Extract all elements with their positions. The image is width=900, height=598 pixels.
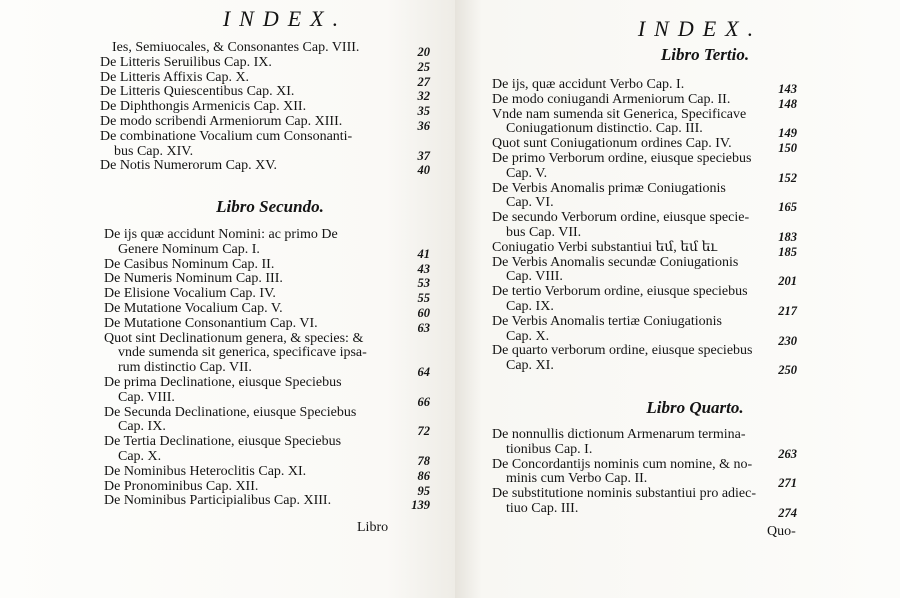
index-entry — [104, 404, 430, 439]
entry-title: De Verbis Anomalis primæ Coniugationis — [492, 180, 726, 196]
index-entry — [492, 150, 797, 185]
index-entry — [100, 99, 430, 119]
index-entry — [492, 77, 797, 96]
page-number: 165 — [778, 200, 797, 215]
entry-title-continuation: Cap. VI. — [506, 195, 554, 211]
page-number: 63 — [417, 320, 430, 335]
index-entry — [492, 486, 797, 520]
entry-title: De Concordantijs nominis cum nomine, & no- — [492, 456, 753, 472]
page-number: 86 — [417, 468, 430, 483]
page-number: 43 — [417, 261, 430, 276]
page-number: 32 — [417, 89, 430, 104]
index-entry — [104, 374, 430, 409]
entry-title: De Litteris Affixis Cap. X. — [100, 69, 250, 85]
entry-title-continuation: Genere Nominum Cap. I. — [118, 241, 260, 257]
index-entry — [100, 113, 430, 133]
entry-title: De Casibus Nominum Cap. II. — [104, 256, 275, 272]
entry-title: De Tertia Declinatione, eiusque Speciebus — [104, 434, 342, 450]
entry-title: De Pronominibus Cap. XII. — [104, 478, 259, 494]
page-number: 66 — [417, 394, 430, 409]
entry-title-continuation: Cap. IX. — [118, 419, 166, 435]
entry-title: De Nominibus Heteroclitis Cap. XI. — [104, 463, 307, 479]
entry-title: Vnde nam sumenda sit Generica, Specificave — [492, 106, 747, 122]
page-number: 150 — [778, 141, 797, 156]
page-number: 72 — [417, 424, 430, 439]
index-entry — [104, 463, 430, 483]
index-entry — [100, 128, 430, 163]
page-number: 53 — [417, 276, 430, 291]
page-number: 185 — [778, 244, 797, 259]
page-number: 183 — [778, 229, 797, 244]
index-entry — [104, 330, 430, 380]
catchword: Libro — [357, 520, 389, 535]
page-number: 20 — [417, 45, 430, 59]
entry-title: De Mutatione Consonantium Cap. VI. — [104, 315, 318, 331]
entry-title: De Litteris Seruilibus Cap. IX. — [100, 54, 272, 70]
index-entry — [104, 227, 430, 261]
page-number: 27 — [417, 74, 430, 89]
index-entry — [492, 91, 797, 111]
entry-title-continuation: Cap. XI. — [506, 358, 554, 374]
page-number: 149 — [778, 126, 797, 141]
entry-title-continuation: Coniugationum distinctio. Cap. III. — [506, 121, 703, 137]
index-entry — [104, 493, 430, 513]
entry-title: De Verbis Anomalis tertiæ Coniugationis — [492, 313, 722, 329]
entry-title: De modo coniugandi Armeniorum Cap. II. — [492, 91, 731, 107]
index-entry — [492, 136, 797, 156]
entry-title: De Mutatione Vocalium Cap. V. — [104, 300, 283, 316]
entry-title: De Elisione Vocalium Cap. IV. — [104, 286, 276, 302]
entry-title-continuation: Cap. V. — [506, 165, 548, 181]
page-number: 55 — [417, 291, 430, 306]
index-entry — [100, 69, 430, 89]
page-number: 152 — [778, 170, 797, 185]
entry-title-continuation: Cap. VIII. — [506, 269, 563, 285]
entry-title-continuation: bus Cap. VII. — [506, 224, 582, 240]
index-entry — [492, 284, 797, 318]
index-list-book-2 — [104, 227, 430, 513]
page-number: 143 — [778, 82, 797, 96]
entry-title: De Nominibus Participialibus Cap. XIII. — [104, 493, 332, 509]
index-entry — [104, 315, 430, 335]
entry-title: De Numeris Nominum Cap. III. — [104, 271, 283, 287]
entry-title: Coniugatio Verbi substantiui եմ, եմ եւ — [492, 239, 718, 255]
index-entry — [104, 478, 430, 498]
index-entry — [492, 427, 797, 461]
section-heading-libro-quarto: Libro Quarto. — [646, 398, 744, 417]
entry-title: De prima Declinatione, eiusque Speciebus — [104, 374, 342, 390]
entry-title: De tertio Verborum ordine, eiusque speciebus — [492, 284, 748, 300]
page-number: 40 — [417, 163, 430, 178]
section-heading-libro-tertio: Libro Tertio. — [660, 45, 750, 64]
index-entry — [492, 456, 797, 491]
page-number: 37 — [417, 148, 430, 163]
page-title: INDEX. — [222, 6, 348, 31]
entry-title: De primo Verborum ordine, eiusque speciebus — [492, 150, 752, 166]
page-number: 139 — [411, 498, 430, 513]
index-entry — [492, 106, 797, 141]
page-number: 36 — [417, 118, 430, 133]
entry-title: Quot sint Declinationum genera, & species: & — [104, 330, 364, 346]
index-entry — [492, 313, 797, 348]
entry-title: De nonnullis dictionum Armenarum termina- — [492, 427, 746, 442]
entry-title-continuation: rum distinctio Cap. VII. — [118, 360, 252, 376]
index-entry — [100, 40, 430, 59]
index-entry — [104, 256, 430, 276]
index-entry — [100, 54, 430, 74]
entry-title: De modo scribendi Armeniorum Cap. XIII. — [100, 113, 343, 129]
entry-title: De Notis Numerorum Cap. XV. — [100, 158, 278, 174]
entry-title: De secundo Verborum ordine, eiusque specie- — [492, 210, 750, 226]
page-number: 217 — [778, 303, 797, 318]
page-number: 64 — [417, 365, 430, 380]
page-title: INDEX. — [637, 16, 763, 41]
page-number: 230 — [778, 333, 797, 348]
entry-title-continuation: Cap. X. — [506, 328, 550, 344]
entry-title-continuation: tionibus Cap. I. — [506, 441, 593, 457]
entry-title-continuation: tiuo Cap. III. — [506, 500, 579, 516]
entry-title: De substitutione nominis substantiui pro adiec- — [492, 486, 757, 502]
index-list-book-4 — [492, 427, 797, 520]
index-list-book-3 — [492, 77, 797, 378]
entry-title: De Verbis Anomalis secundæ Coniugationis — [492, 254, 739, 270]
page-number: 78 — [417, 453, 430, 468]
entry-title-continuation: minis cum Verbo Cap. II. — [506, 471, 648, 487]
index-entry — [492, 254, 797, 289]
page-number: 201 — [778, 274, 797, 289]
index-list-book-1 — [100, 40, 430, 178]
right-page — [455, 0, 900, 598]
page-number: 35 — [417, 104, 430, 119]
index-entry — [492, 343, 797, 378]
entry-title: De quarto verborum ordine, eiusque speciebus — [492, 343, 753, 359]
page-number: 250 — [778, 363, 797, 378]
index-entry — [104, 271, 430, 291]
entry-title: Quot sunt Coniugationum ordines Cap. IV. — [492, 136, 732, 152]
index-entry — [100, 84, 430, 104]
index-entry — [492, 180, 797, 215]
entry-title: De Secunda Declinatione, eiusque Speciebus — [104, 404, 357, 420]
section-heading-libro-secundo: Libro Secundo. — [216, 197, 324, 216]
index-entry — [492, 239, 797, 259]
entry-title-continuation: vnde sumenda sit generica, specificave ipsa- — [118, 345, 367, 361]
entry-title: De ijs, quæ accidunt Verbo Cap. I. — [492, 77, 685, 92]
entry-title: Ies, Semiuocales, & Consonantes Cap. VIII. — [112, 40, 360, 55]
page-number: 274 — [778, 505, 797, 520]
entry-title: De Litteris Quiescentibus Cap. XI. — [100, 84, 295, 100]
page-number: 25 — [417, 59, 430, 74]
index-entry — [104, 434, 430, 468]
index-entry — [492, 210, 797, 244]
entry-title-continuation: Cap. X. — [118, 448, 162, 464]
page-number: 60 — [417, 305, 430, 320]
entry-title: De ijs quæ accidunt Nomini: ac primo De — [104, 227, 338, 242]
page-number: 148 — [778, 96, 797, 111]
index-entry — [104, 286, 430, 306]
entry-title-continuation: Cap. VIII. — [118, 389, 175, 405]
entry-title-continuation: Cap. IX. — [506, 298, 554, 314]
index-entry — [100, 158, 430, 178]
page-number: 263 — [778, 446, 797, 461]
page-number: 271 — [778, 476, 797, 491]
catchword: Quo- — [767, 524, 796, 539]
entry-title: De Diphthongis Armenicis Cap. XII. — [100, 99, 307, 115]
page-number: 41 — [417, 246, 430, 261]
entry-title-continuation: bus Cap. XIV. — [114, 143, 194, 159]
page-number: 95 — [417, 483, 430, 498]
index-entry — [104, 300, 430, 320]
entry-title: De combinatione Vocalium cum Consonanti- — [100, 128, 353, 144]
